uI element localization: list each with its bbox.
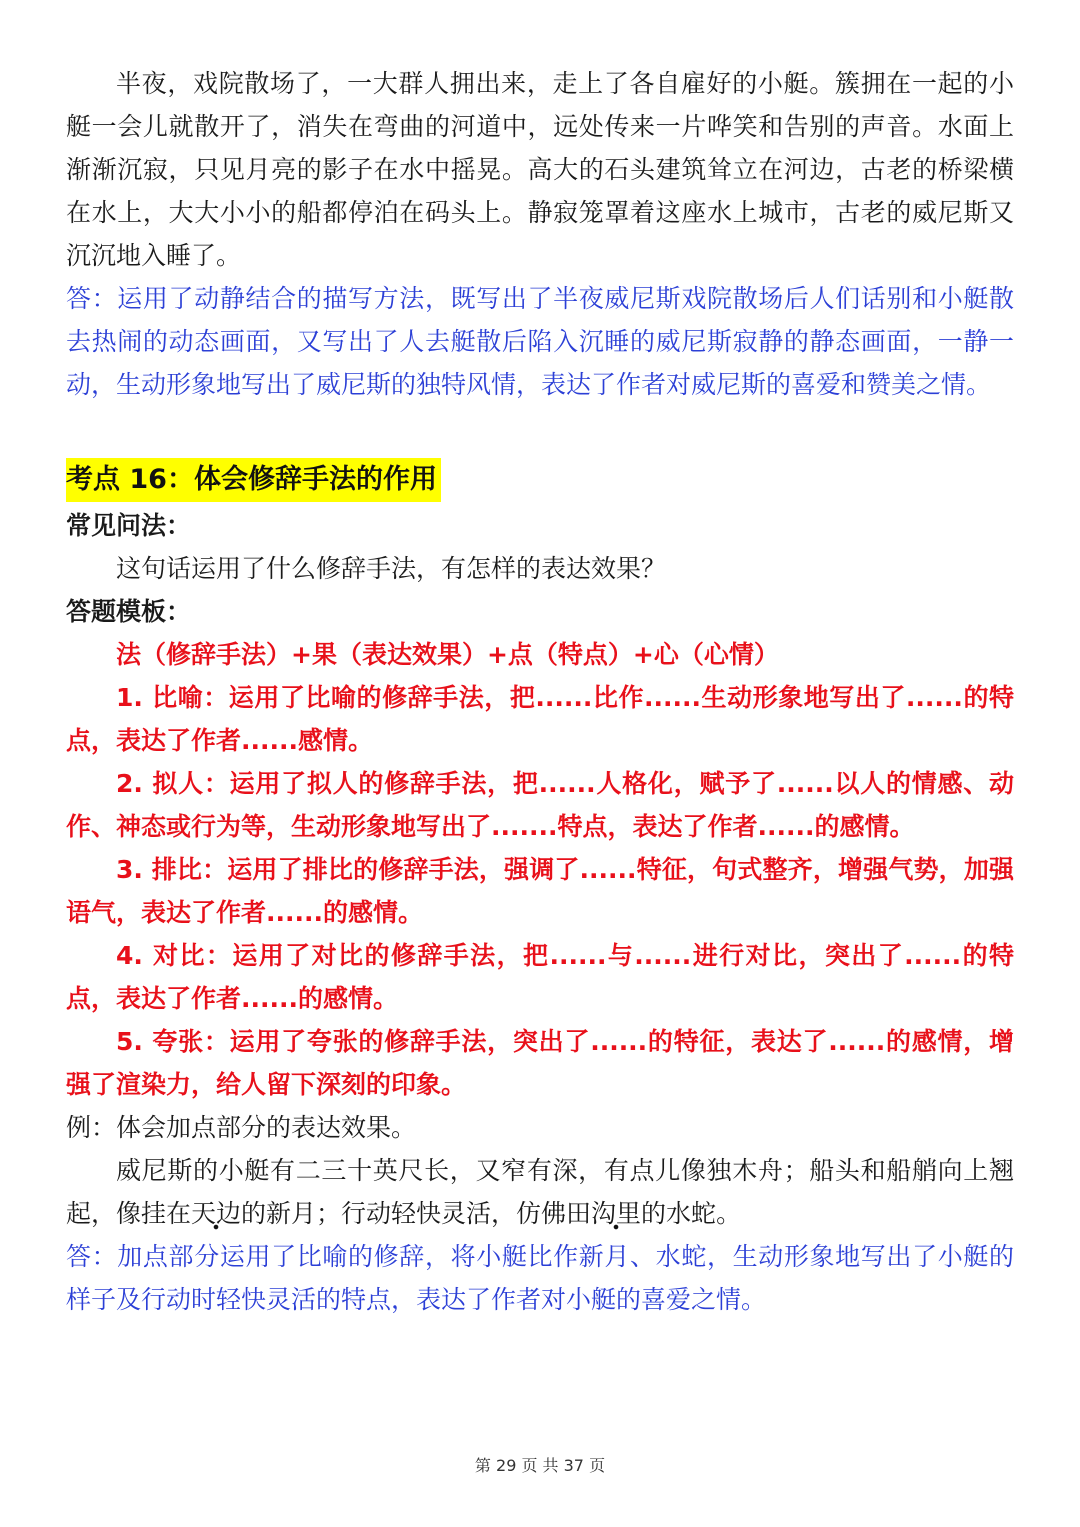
example-label: 例：体会加点部分的表达效果。 <box>66 1113 417 1142</box>
topic-heading: 考点 16：体会修辞手法的作用 <box>66 458 441 502</box>
example-text-a: 威尼斯的小艇有二三十英尺长，又窄有深，有点儿像独木舟；船头和船艄向上翘起， <box>66 1156 1014 1228</box>
answer-template-label: 答题模板： <box>66 597 192 626</box>
template-item-personification: 2. 拟人：运用了拟人的修辞手法，把......人格化，赋予了......以人的情感、动作、神态或行为等，生动形象地写出了.......特点，表达了作者......的感情。 <box>66 769 1014 841</box>
passage-paragraph: 半夜，戏院散场了，一大群人拥出来，走上了各自雇好的小艇。簇拥在一起的小艇一会儿就散开了，消失在弯曲的河道中，远处传来一片哗笑和告别的声音。水面上渐渐沉寂，只见月亮的影子在水中摇晃。高大的石头建筑耸立在河边，古老的桥梁横在水上，大大小小的船都停泊在码头上。静寂笼罩着这座水上城市，古老的威尼斯又沉沉地入睡了。 <box>66 69 1014 270</box>
passage-answer: 答：运用了动静结合的描写方法，既写出了半夜威尼斯戏院散场后人们话别和小艇散去热闹的动态画面，又写出了人去艇散后陷入沉睡的威尼斯寂静的静态画面，一静一动，生动形象地写出了威尼斯的独特风情，表达了作者对威尼斯的喜爱和赞美之情。 <box>66 284 1014 399</box>
template-item-parallelism: 3. 排比：运用了排比的修辞手法，强调了......特征，句式整齐，增强气势，加强语气，表达了作者......的感情。 <box>66 855 1014 927</box>
topic-heading-wrap <box>66 458 1014 502</box>
example-passage <box>66 1149 1014 1235</box>
common-question: 这句话运用了什么修辞手法，有怎样的表达效果？ <box>116 554 667 583</box>
page-footer: 第 29 页 共 37 页 <box>474 1456 606 1475</box>
template-formula: 法（修辞手法）+果（表达效果）+点（特点）+心（心情） <box>116 640 779 669</box>
dotted-phrase-moon: 像挂在天边的新月 <box>116 1199 317 1228</box>
example-text-b: ；行动轻快灵活， <box>316 1199 517 1228</box>
template-item-hyperbole: 5. 夸张：运用了夸张的修辞手法，突出了......的特征，表达了......的感情，增强了渲染力，给人留下深刻的印象。 <box>66 1027 1014 1099</box>
template-item-metaphor: 1. 比喻：运用了比喻的修辞手法，把......比作......生动形象地写出了......的特点，表达了作者......感情。 <box>66 683 1014 755</box>
example-answer: 答：加点部分运用了比喻的修辞，将小艇比作新月、水蛇，生动形象地写出了小艇的样子及行动时轻快灵活的特点，表达了作者对小艇的喜爱之情。 <box>66 1242 1014 1314</box>
dotted-phrase-snake: 仿佛田沟里的水蛇 <box>516 1199 717 1228</box>
example-text-c: 。 <box>716 1199 742 1228</box>
common-question-label: 常见问法： <box>66 511 192 540</box>
template-item-contrast: 4. 对比：运用了对比的修辞手法，把......与......进行对比，突出了......的特点，表达了作者......的感情。 <box>66 941 1014 1013</box>
